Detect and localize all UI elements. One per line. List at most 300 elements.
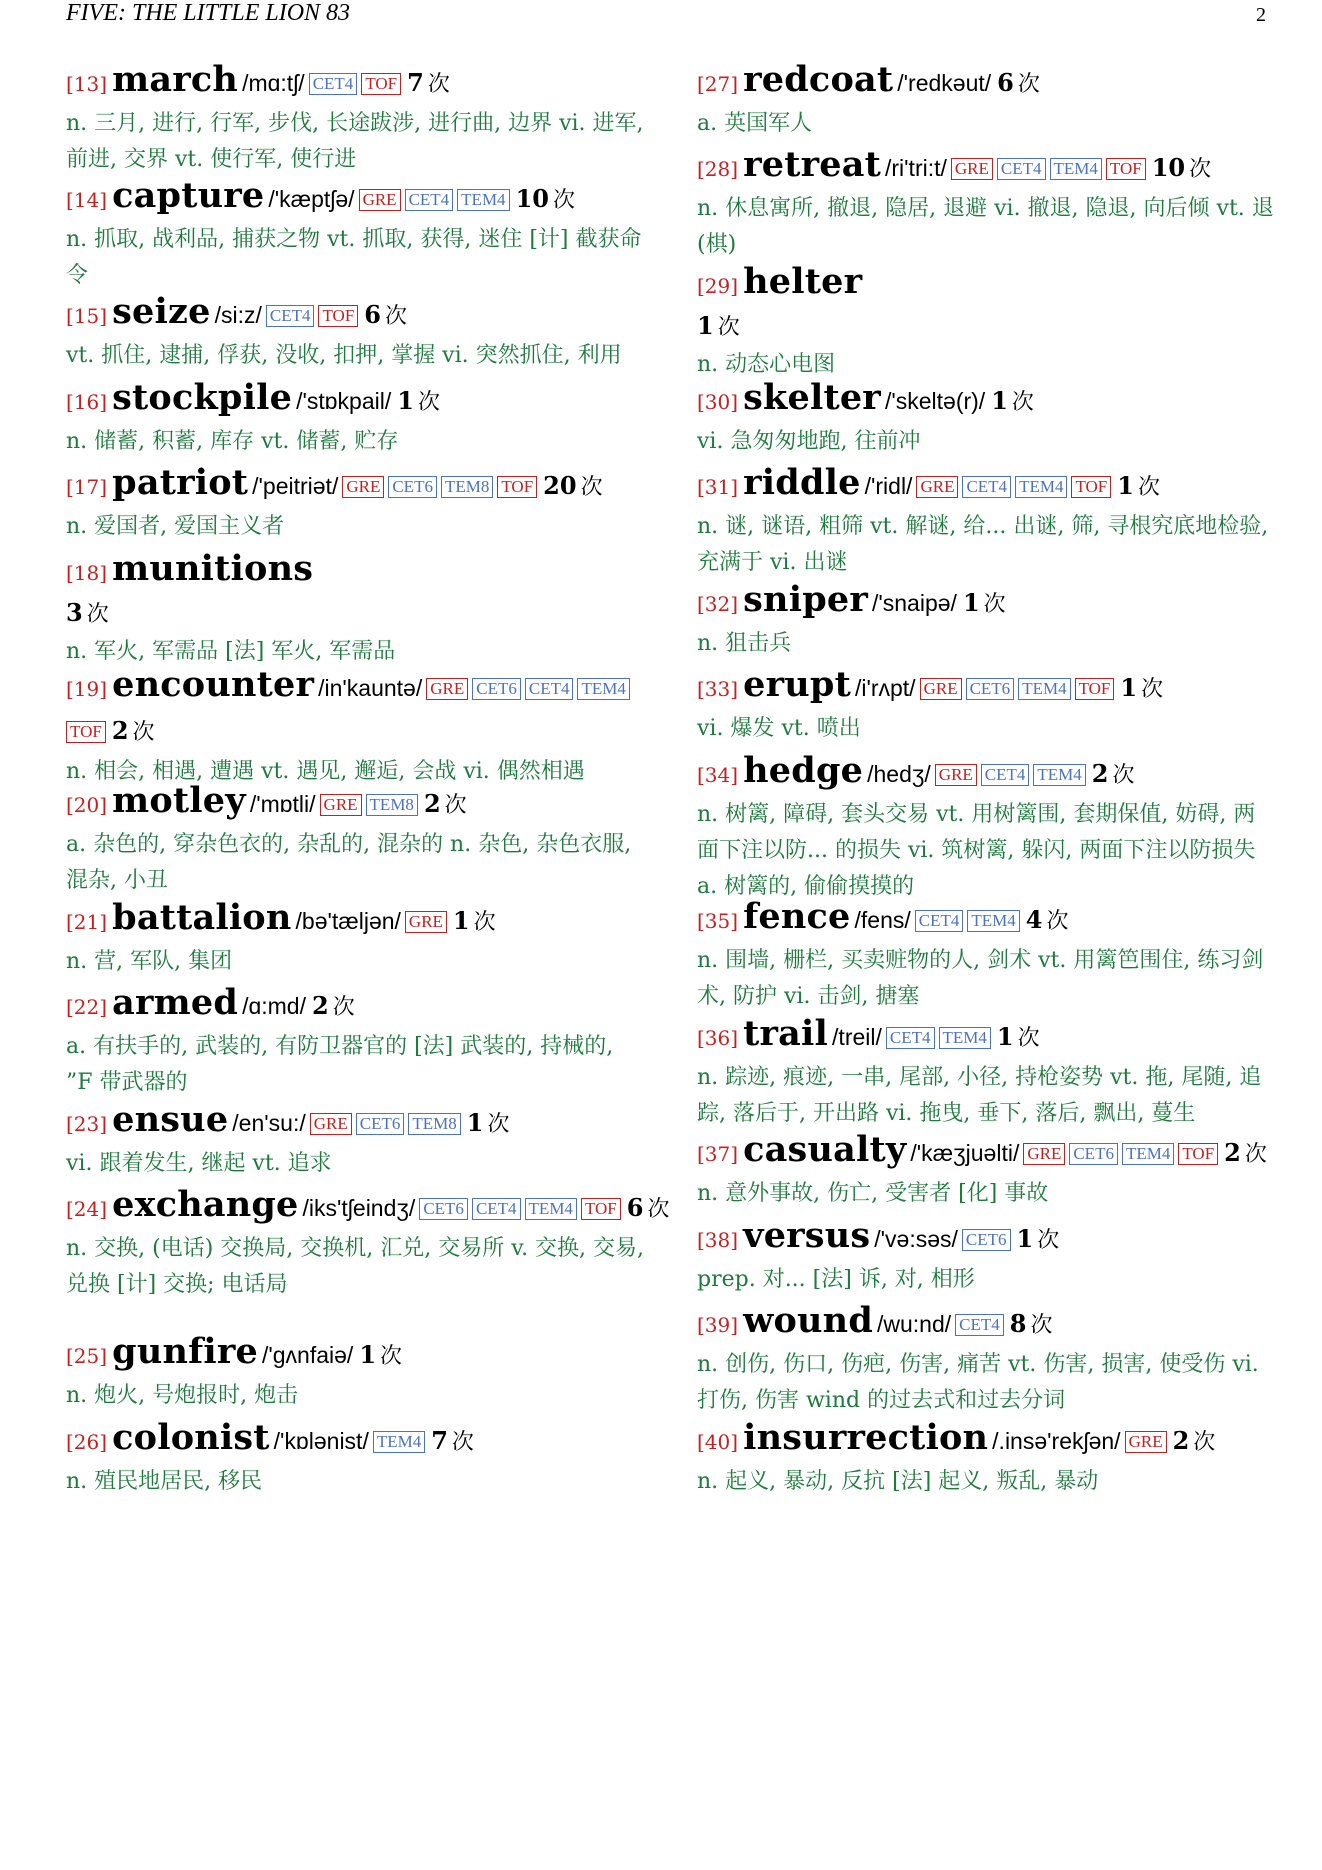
- headword: casualty: [743, 1129, 907, 1170]
- exam-tag: GRE: [405, 911, 447, 933]
- pronunciation: /'snaipə/: [871, 590, 957, 616]
- frequency-count: 2: [111, 716, 129, 745]
- frequency: [1146, 153, 1212, 182]
- frequency: [991, 68, 1040, 97]
- entry: [697, 1014, 1277, 1132]
- entry-head: [697, 580, 1277, 626]
- entry-head: [697, 1301, 1277, 1347]
- frequency-unit: 次: [380, 1344, 403, 1369]
- exam-tag: CET4: [886, 1027, 935, 1049]
- entry-head: [697, 665, 1277, 711]
- entry: [66, 898, 646, 980]
- entry-index: [37]: [697, 1142, 739, 1166]
- frequency-count: 7: [407, 68, 424, 97]
- entry: [66, 983, 646, 1101]
- frequency-count: 2: [423, 789, 441, 818]
- exam-tag: CET4: [962, 476, 1011, 498]
- entry-head: [697, 1014, 1277, 1060]
- frequency: [1114, 673, 1164, 702]
- entry: [697, 145, 1277, 263]
- entry: [697, 665, 1277, 747]
- frequency-count: 1: [962, 588, 980, 617]
- entry-head: [66, 463, 646, 509]
- frequency-unit: 次: [417, 390, 440, 415]
- headword: versus: [743, 1215, 871, 1256]
- exam-tag: CET6: [472, 678, 521, 700]
- pronunciation: /'kæptʃə/: [268, 186, 355, 212]
- entry: [697, 897, 1277, 1015]
- frequency: [510, 184, 575, 213]
- frequency-count: 2: [1224, 1138, 1241, 1167]
- frequency: [1020, 905, 1069, 934]
- frequency-unit: 次: [1037, 1228, 1060, 1253]
- pronunciation: /wu:nd/: [877, 1311, 952, 1337]
- definition: n. 炮火, 号炮报时, 炮击: [66, 1383, 299, 1408]
- headword: capture: [112, 175, 265, 216]
- frequency-count: 20: [543, 471, 577, 500]
- frequency-count: 6: [364, 300, 381, 329]
- frequency: [991, 1022, 1040, 1051]
- frequency: [1111, 471, 1160, 500]
- entry-index: [17]: [66, 475, 108, 499]
- headword: march: [112, 59, 239, 100]
- entry-head: [66, 665, 646, 711]
- entry: [66, 463, 646, 545]
- exam-tag: TOF: [497, 476, 537, 498]
- entry-index: [16]: [66, 390, 108, 414]
- frequency-count: 1: [452, 906, 470, 935]
- pronunciation: /'stɒkpail/: [296, 388, 392, 414]
- frequency: [353, 1340, 403, 1369]
- frequency: [447, 906, 496, 935]
- exam-tag: CET4: [266, 305, 315, 327]
- pronunciation: /ri'tri:t/: [885, 155, 947, 181]
- pronunciation: /bə'tæljən/: [295, 908, 401, 934]
- entry-head: [697, 1216, 1277, 1262]
- definition: vi. 跟着发生, 继起 vt. 追求: [66, 1151, 332, 1176]
- exam-tag: CET6: [388, 476, 437, 498]
- entry-head: [66, 781, 646, 827]
- headword: fence: [743, 896, 851, 937]
- entry-head: [66, 1184, 670, 1231]
- entry-index: [21]: [66, 910, 108, 934]
- frequency-unit: 次: [1112, 763, 1135, 788]
- exam-tag: TEM4: [457, 189, 509, 211]
- exam-tag: TEM4: [1018, 678, 1070, 700]
- exam-tag: TEM4: [1122, 1143, 1174, 1165]
- entry-index: [30]: [697, 390, 739, 414]
- entry-head: [66, 1332, 646, 1378]
- definition: n. 谜, 谜语, 粗筛 vt. 解谜, 给... 出谜, 筛, 寻根究底地检验, 充满于 vi. 出谜: [697, 514, 1269, 575]
- definition: vi. 爆发 vt. 喷出: [697, 716, 861, 741]
- exam-tag: TEM4: [577, 678, 629, 700]
- definition: n. 营, 军队, 集团: [66, 949, 233, 974]
- pronunciation: /'gʌnfaiə/: [261, 1342, 354, 1368]
- pronunciation: /fens/: [854, 907, 911, 933]
- entry-index: [32]: [697, 592, 739, 616]
- pronunciation: /'ridl/: [864, 473, 913, 499]
- frequency-unit: 次: [132, 720, 155, 745]
- frequency: [1004, 1309, 1053, 1338]
- headword: sniper: [743, 579, 868, 620]
- frequency-line: [697, 308, 1277, 347]
- entry-index: [13]: [66, 72, 108, 96]
- exam-tag: CET4: [309, 73, 358, 95]
- exam-tag: CET4: [997, 158, 1046, 180]
- entry-index: [22]: [66, 995, 108, 1019]
- definition: vi. 急匆匆地跑, 往前冲: [697, 429, 921, 454]
- frequency: [306, 991, 355, 1020]
- headword: encounter: [112, 664, 315, 705]
- definition: a. 英国军人: [697, 111, 813, 136]
- exam-tag: TOF: [66, 721, 106, 743]
- pronunciation: /'skeltə(r)/: [884, 388, 986, 414]
- exam-tag: GRE: [951, 158, 993, 180]
- frequency-count: 6: [626, 1193, 644, 1222]
- frequency-unit: 次: [384, 304, 407, 329]
- entry: [66, 60, 646, 178]
- entry-head: [697, 751, 1277, 797]
- headword: insurrection: [743, 1417, 989, 1458]
- entry-head: [66, 1100, 646, 1146]
- entry: [697, 1130, 1277, 1212]
- entry: [66, 1100, 646, 1182]
- exam-tag: TOF: [1178, 1143, 1218, 1165]
- definition: n. 围墙, 栅栏, 买卖赃物的人, 剑术 vt. 用篱笆围住, 练习剑术, 防护 vi. 击剑, 搪塞: [697, 948, 1264, 1009]
- entry-index: [23]: [66, 1112, 108, 1136]
- exam-tag: CET4: [915, 910, 964, 932]
- definition: n. 抓取, 战利品, 捕获之物 vt. 抓取, 获得, 迷住 [计] 截获命令: [66, 227, 642, 288]
- pronunciation: /'kæʒjuəlti/: [910, 1140, 1020, 1166]
- definition: n. 踪迹, 痕迹, 一串, 尾部, 小径, 持枪姿势 vt. 拖, 尾随, 追踪, 落后于, 开出路 vi. 拖曳, 垂下, 落后, 飘出, 蔓生: [697, 1065, 1262, 1126]
- headword: trail: [743, 1013, 829, 1054]
- entry-index: [18]: [66, 561, 108, 585]
- entry-index: [14]: [66, 188, 108, 212]
- entry: [66, 1418, 646, 1500]
- definition: a. 杂色的, 穿杂色衣的, 杂乱的, 混杂的 n. 杂色, 杂色衣服, 混杂, 小丑: [66, 832, 632, 893]
- definition: n. 狙击兵: [697, 631, 792, 656]
- frequency-unit: 次: [1017, 72, 1040, 97]
- entry: [697, 378, 1277, 460]
- frequency-count: 1: [359, 1340, 377, 1369]
- frequency-count: 10: [1151, 153, 1186, 182]
- pronunciation: /'peitriət/: [252, 473, 339, 499]
- entry-head: [697, 378, 1277, 424]
- headword: stockpile: [112, 377, 293, 418]
- exam-tag: TEM8: [366, 794, 418, 816]
- exam-tag: GRE: [320, 794, 362, 816]
- frequency-count: 1: [996, 1022, 1014, 1051]
- exam-tag: TEM4: [1015, 476, 1067, 498]
- exam-tag: CET6: [419, 1198, 468, 1220]
- entry-index: [25]: [66, 1344, 108, 1368]
- frequency-count: 1: [466, 1108, 484, 1137]
- exam-tag: GRE: [310, 1113, 352, 1135]
- frequency-unit: 次: [86, 602, 109, 627]
- headword: wound: [743, 1300, 873, 1341]
- entry-index: [24]: [66, 1197, 108, 1221]
- entry-index: [34]: [697, 763, 739, 787]
- headword: munitions: [112, 548, 314, 589]
- headword: seize: [112, 291, 211, 332]
- exam-tag: CET4: [405, 189, 454, 211]
- pronunciation: /mɑ:tʃ/: [242, 70, 305, 96]
- exam-tag: GRE: [359, 189, 401, 211]
- entry: [66, 781, 646, 899]
- entry-head: [66, 1418, 646, 1464]
- frequency: [425, 1426, 474, 1455]
- entry-index: [31]: [697, 475, 739, 499]
- exam-tag: CET6: [962, 1229, 1011, 1251]
- exam-tag: TOF: [318, 305, 358, 327]
- headword: colonist: [112, 1417, 270, 1458]
- definition: n. 休息寓所, 撤退, 隐居, 退避 vi. 撤退, 隐退, 向后倾 vt. 退 (棋): [697, 196, 1274, 257]
- frequency-unit: 次: [983, 592, 1006, 617]
- entry: [697, 580, 1277, 662]
- frequency-unit: 次: [1141, 677, 1164, 702]
- definition: n. 殖民地居民, 移民: [66, 1469, 263, 1494]
- pronunciation: /si:z/: [214, 302, 262, 328]
- headword: exchange: [112, 1184, 299, 1225]
- headword: motley: [112, 780, 246, 821]
- entry: [66, 1332, 646, 1414]
- exam-tag: GRE: [1125, 1431, 1167, 1453]
- entry-head-cont: [66, 711, 646, 754]
- entry-index: [20]: [66, 793, 108, 817]
- entry: [697, 751, 1277, 905]
- pronunciation: /treil/: [832, 1024, 882, 1050]
- frequency-count: 1: [397, 386, 414, 415]
- pronunciation: /hedʒ/: [867, 761, 931, 787]
- frequency-unit: 次: [1137, 475, 1160, 500]
- entry-index: [26]: [66, 1430, 108, 1454]
- entry-head: [697, 1418, 1277, 1464]
- frequency: [957, 588, 1006, 617]
- pronunciation: /'kɒlənist/: [273, 1428, 369, 1454]
- frequency-count: 10: [515, 184, 549, 213]
- frequency-unit: 次: [580, 475, 603, 500]
- entry-head: [697, 1130, 1277, 1176]
- entry-head: [66, 176, 646, 222]
- frequency-count: 1: [1117, 471, 1134, 500]
- exam-tag: CET4: [525, 678, 574, 700]
- frequency-count: 1: [1016, 1224, 1034, 1253]
- frequency: [621, 1193, 670, 1222]
- pronunciation: /in'kauntə/: [318, 675, 423, 701]
- frequency: [1011, 1224, 1060, 1253]
- frequency-unit: 次: [1189, 157, 1212, 182]
- pronunciation: /iks'tʃeindʒ/: [302, 1195, 416, 1221]
- headword: skelter: [743, 377, 881, 418]
- exam-tag: TEM4: [373, 1431, 425, 1453]
- frequency-count: 7: [431, 1426, 448, 1455]
- entry-index: [15]: [66, 304, 108, 328]
- running-title: FIVE: THE LITTLE LION 83: [66, 0, 351, 26]
- frequency: [461, 1108, 510, 1137]
- exam-tag: TEM8: [408, 1113, 460, 1135]
- exam-tag: TEM4: [1033, 764, 1085, 786]
- headword: battalion: [112, 897, 292, 938]
- exam-tag: TOF: [361, 73, 401, 95]
- pronunciation: /.insə'rekʃən/: [992, 1428, 1121, 1454]
- frequency: [1086, 759, 1135, 788]
- frequency: [537, 471, 603, 500]
- frequency: [391, 386, 440, 415]
- entry-head: [66, 378, 646, 424]
- frequency-unit: 次: [444, 793, 467, 818]
- headword: patriot: [112, 462, 249, 503]
- definition: n. 创伤, 伤口, 伤疤, 伤害, 痛苦 vt. 伤害, 损害, 使受伤 vi. 打伤, 伤害 wind 的过去式和过去分词: [697, 1352, 1259, 1413]
- headword: retreat: [743, 144, 881, 185]
- pronunciation: /ɑ:md/: [242, 993, 306, 1019]
- entry-head: [66, 60, 646, 106]
- entry: [66, 378, 646, 460]
- entry-index: [36]: [697, 1026, 739, 1050]
- definition: n. 储蓄, 积蓄, 库存 vt. 储蓄, 贮存: [66, 429, 399, 454]
- exam-tag: TEM4: [939, 1027, 991, 1049]
- frequency: [358, 300, 407, 329]
- definition: a. 有扶手的, 武装的, 有防卫器官的 [法] 武装的, 持械的, ”F 带武器的: [66, 1034, 614, 1095]
- entry: [697, 262, 1277, 383]
- frequency-unit: 次: [1017, 1026, 1040, 1051]
- exam-tag: TOF: [581, 1198, 621, 1220]
- headword: helter: [743, 261, 863, 302]
- definition: n. 起义, 暴动, 反抗 [法] 起义, 叛乱, 暴动: [697, 1469, 1099, 1494]
- headword: hedge: [743, 750, 864, 791]
- entry-index: [35]: [697, 909, 739, 933]
- frequency-unit: 次: [1030, 1313, 1053, 1338]
- definition: prep. 对... [法] 诉, 对, 相形: [697, 1267, 975, 1292]
- exam-tag: GRE: [916, 476, 958, 498]
- frequency-count: 1: [697, 311, 714, 340]
- exam-tag: TOF: [1106, 158, 1146, 180]
- frequency-unit: 次: [717, 315, 740, 340]
- entry-index: [38]: [697, 1228, 739, 1252]
- entry: [66, 665, 646, 790]
- entry: [697, 1301, 1277, 1419]
- frequency-line: [66, 595, 646, 634]
- entry: [66, 549, 646, 670]
- entry: [697, 463, 1277, 581]
- exam-tag: TEM4: [967, 910, 1019, 932]
- frequency-count: 4: [1025, 905, 1043, 934]
- entry-head: [66, 898, 646, 944]
- exam-tag: GRE: [426, 678, 468, 700]
- frequency-unit: 次: [487, 1112, 510, 1137]
- exam-tag: CET4: [472, 1198, 521, 1220]
- exam-tag: TOF: [1075, 678, 1115, 700]
- running-header: [66, 0, 1266, 30]
- entry: [697, 60, 1277, 142]
- definition: n. 树篱, 障碍, 套头交易 vt. 用树篱围, 套期保值, 妨碍, 两面下注以防... 的损失 vi. 筑树篱, 躲闪, 两面下注以防损失 a. 树篱的, 偷偷摸摸的: [697, 802, 1256, 899]
- frequency-count: 1: [991, 386, 1008, 415]
- pronunciation: /'mɒtli/: [249, 791, 316, 817]
- frequency-unit: 次: [473, 910, 496, 935]
- definition: n. 交换, (电话) 交换局, 交换机, 汇兑, 交易所 v. 交换, 交易, 兑换 [计] 交换; 电话局: [66, 1236, 645, 1297]
- exam-tag: GRE: [1023, 1143, 1065, 1165]
- headword: armed: [112, 982, 239, 1023]
- entry-index: [29]: [697, 274, 739, 298]
- headword: gunfire: [112, 1331, 258, 1372]
- frequency: [1167, 1426, 1216, 1455]
- exam-tag: TOF: [1071, 476, 1111, 498]
- headword: redcoat: [743, 59, 894, 100]
- exam-tag: TEM8: [441, 476, 493, 498]
- frequency-unit: 次: [451, 1430, 474, 1455]
- definition: n. 意外事故, 伤亡, 受害者 [化] 事故: [697, 1181, 1049, 1206]
- entry-head: [66, 292, 646, 338]
- frequency: [985, 386, 1034, 415]
- entry: [66, 1184, 670, 1303]
- exam-tag: GRE: [935, 764, 977, 786]
- entry-index: [28]: [697, 157, 739, 181]
- exam-tag: GRE: [920, 678, 962, 700]
- entry-head: [66, 549, 646, 595]
- headword: erupt: [743, 664, 851, 705]
- definition: n. 动态心电图: [697, 352, 836, 377]
- entry-head: [697, 897, 1277, 943]
- exam-tag: CET6: [356, 1113, 405, 1135]
- pronunciation: /i'rʌpt/: [854, 675, 916, 701]
- entry: [66, 292, 646, 374]
- definition: vt. 抓住, 逮捕, 俘获, 没收, 扣押, 掌握 vi. 突然抓住, 利用: [66, 343, 622, 368]
- exam-tag: CET6: [966, 678, 1015, 700]
- frequency-count: 2: [1172, 1426, 1190, 1455]
- entry-head: [697, 60, 1277, 106]
- entry: [66, 176, 646, 294]
- exam-tag: CET4: [981, 764, 1030, 786]
- definition: n. 军火, 军需品 [法] 军火, 军需品: [66, 639, 396, 664]
- frequency-count: 3: [66, 598, 83, 627]
- frequency-unit: 次: [1193, 1430, 1216, 1455]
- frequency: [106, 716, 155, 745]
- definition: n. 爱国者, 爱国主义者: [66, 514, 285, 539]
- entry-index: [39]: [697, 1313, 739, 1337]
- frequency-unit: 次: [1046, 909, 1069, 934]
- frequency: [1218, 1138, 1267, 1167]
- frequency: [401, 68, 450, 97]
- frequency-unit: 次: [427, 72, 450, 97]
- entry-index: [40]: [697, 1430, 739, 1454]
- frequency-unit: 次: [647, 1197, 670, 1222]
- entry-head: [697, 463, 1277, 509]
- exam-tag: CET4: [955, 1314, 1004, 1336]
- entry-head: [697, 262, 1277, 308]
- frequency-unit: 次: [1244, 1142, 1267, 1167]
- entry-head: [66, 983, 646, 1029]
- entry-index: [27]: [697, 72, 739, 96]
- entry-index: [19]: [66, 677, 108, 701]
- frequency-unit: 次: [552, 188, 575, 213]
- frequency: [697, 311, 740, 340]
- definition: n. 三月, 进行, 行军, 步伐, 长途跋涉, 进行曲, 边界 vi. 进军, 前进, 交界 vt. 使行军, 使行进: [66, 111, 644, 172]
- pronunciation: /'redkəut/: [897, 70, 992, 96]
- definition: n. 相会, 相遇, 遭遇 vt. 遇见, 邂逅, 会战 vi. 偶然相遇: [66, 759, 585, 784]
- frequency-count: 6: [997, 68, 1014, 97]
- pronunciation: /'və:səs/: [874, 1226, 958, 1252]
- frequency-unit: 次: [1011, 390, 1034, 415]
- frequency: [418, 789, 467, 818]
- frequency-count: 1: [1120, 673, 1138, 702]
- headword: riddle: [743, 462, 861, 503]
- page-number: 2: [1256, 4, 1266, 26]
- frequency-unit: 次: [332, 995, 355, 1020]
- entry-index: [33]: [697, 677, 739, 701]
- exam-tag: CET6: [1069, 1143, 1118, 1165]
- exam-tag: TEM4: [525, 1198, 577, 1220]
- pronunciation: /en'su:/: [232, 1110, 306, 1136]
- entry: [697, 1216, 1277, 1298]
